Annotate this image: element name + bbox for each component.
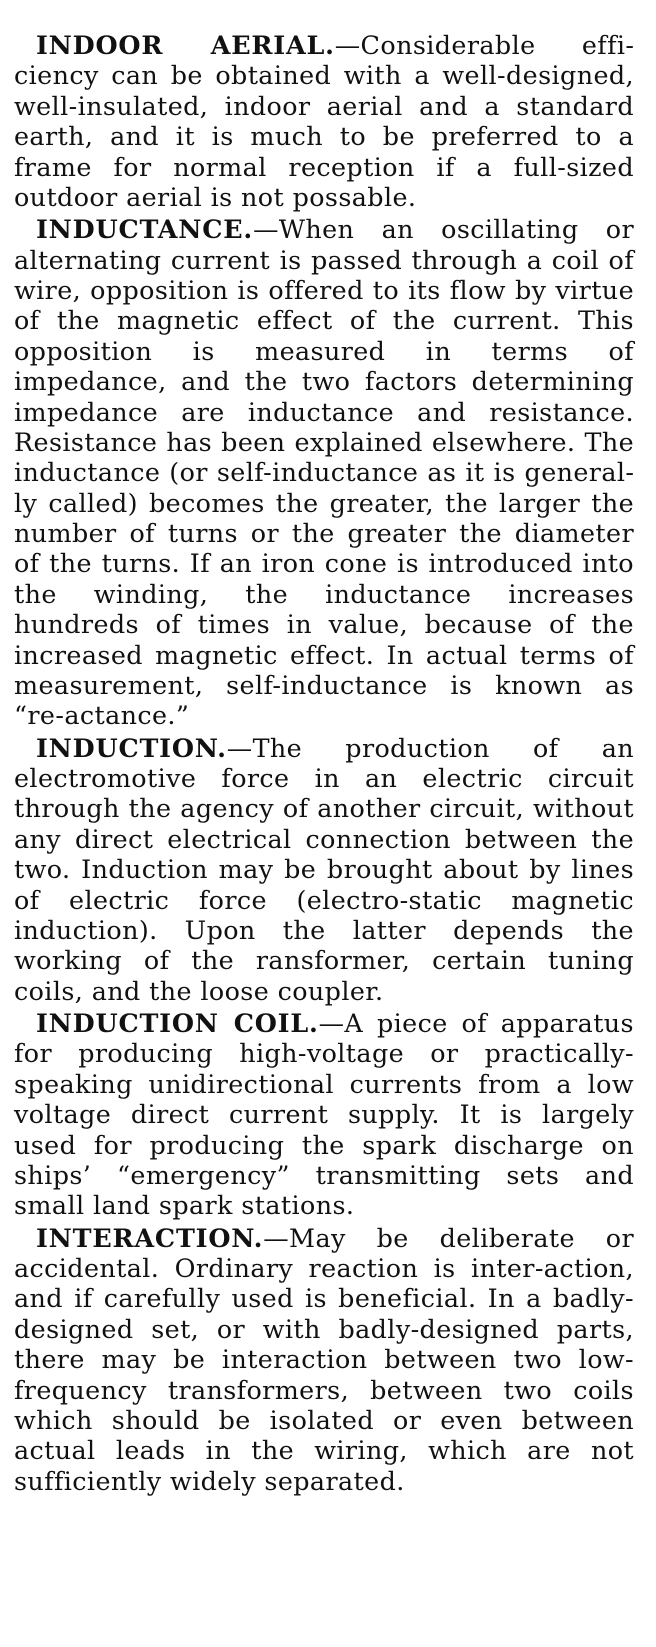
entry-induction-coil <box>14 1008 634 1221</box>
entry-term: INDUCTION COIL. <box>36 1008 319 1038</box>
entry-induction <box>14 733 634 1006</box>
entry-definition: —May be deliberate or accidental. Ordinary reaction is inter-action, and if carefully used is beneficial. In a badly-designed set, or with badly-designed parts, there may be interaction between two low-frequency transformers, between two coils which should be isolated or even between actual leads in the wiring, which are not sufficiently widely separated. <box>14 1222 634 1496</box>
entry-term: INDUCTANCE. <box>36 214 254 245</box>
entry-interaction <box>14 1223 634 1496</box>
entry-inductance <box>14 214 634 730</box>
entry-definition: —The production of an electromotive force in an electric circuit through the agency of another circuit, without any direct electrical connection between the two. Induction may be brought about by lines of electric force (electro-static magnetic induction). Upon the latter depends the working of the ransformer, certain tuning coils, and the loose coupler. <box>14 732 634 1006</box>
entry-term: INTERACTION. <box>36 1222 264 1253</box>
entry-definition: —When an oscillating or alternating current is passed through a coil of wire, opposition is offered to its flow by virtue of the magnetic effect of the current. This opposition is measured in terms of impedance, and the two factors determining impedance are inductance and resistance. Resistance has been explained elsewhere. The inductance (or self-inductance as it is generally called) becomes the greater, the larger the number of turns or the greater the diameter of the turns. If an iron cone is introduced into the winding, the inductance increases hundreds of times in value, because of the increased magnetic effect. In actual terms of measurement, self-inductance is known as “re-actance.” <box>14 214 634 731</box>
entry-definition: —Considerable efficiency can be obtained with a well-designed, well-insulated, indoor aerial and a standard earth, and it is much to be preferred to a frame for normal reception if a full-sized outdoor aerial is not possable. <box>14 30 634 212</box>
entry-term: INDOOR AERIAL. <box>36 30 335 60</box>
entry-term: INDUCTION. <box>36 732 227 763</box>
entry-indoor-aerial <box>14 30 634 212</box>
entry-definition: —A piece of apparatus for producing high-voltage or practically-speaking unidirectional currents from a low voltage direct current supply. It is largely used for producing the spark discharge on ships’ “emergency” transmitting sets and small land spark stations. <box>14 1008 634 1221</box>
